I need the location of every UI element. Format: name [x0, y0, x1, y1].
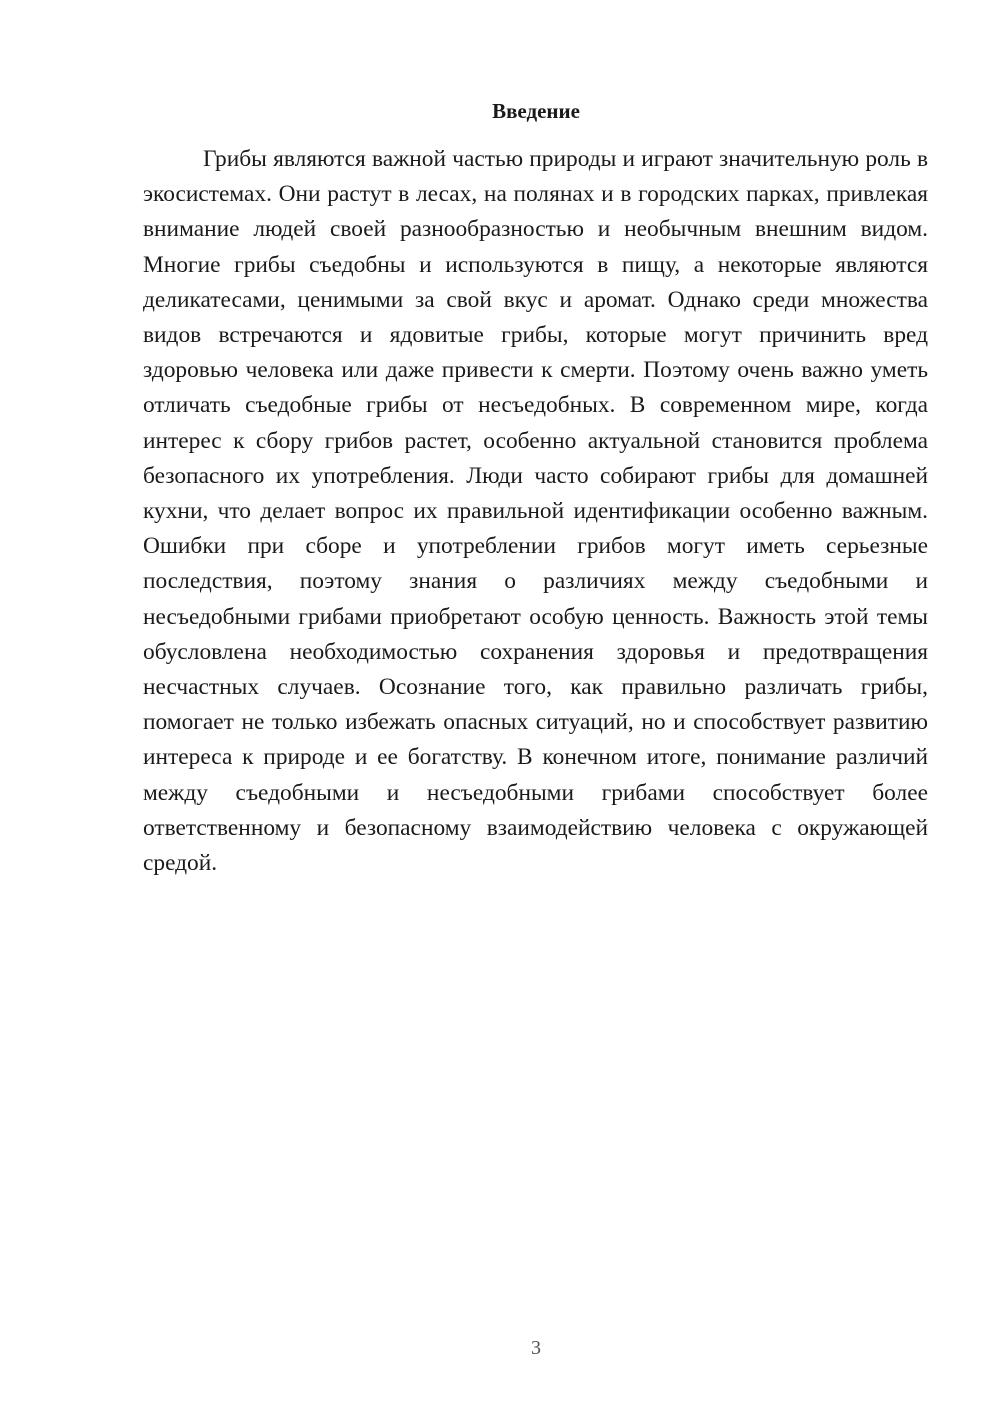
page-number: 3 [531, 1337, 541, 1359]
section-title: Введение [492, 99, 580, 123]
body-paragraph: Грибы являются важной частью природы и играют значительную роль в экосистемах. Они растут в лесах, на полянах и в городских парках, привлекая внимание людей своей разнообразностью и необычным внешним видом. Многие грибы съедобны и используются в пищу, а некоторые являются деликатесами, ценимыми за свой вкус и аромат. Однако среди множества видов встречаются и ядовитые грибы, которые могут причинить вред здоровью человека или даже привести к смерти. Поэтому очень важно уметь отличать съедобные грибы от несъедобных. В современном мире, когда интерес к сбору грибов растет, особенно актуальной становится проблема безопасного их употребления. Люди часто собирают грибы для домашней кухни, что делает вопрос их правильной идентификации особенно важным. Ошибки при сборе и употреблении грибов могут иметь серьезные последствия, поэтому знания о различиях между съедобными и несъедобными грибами приобретают особую ценность. Важность этой темы обусловлена необходимостью сохранения здоровья и предотвращения несчастных случаев. Осознание того, как правильно различать грибы, помогает не только избежать опасных ситуаций, но и способствует развитию интереса к природе и ее богатству. В конечном итоге, понимание различий между съедобными и несъедобными грибами способствует более ответственному и безопасному взаимодействию человека с окружающей средой. [143, 146, 928, 877]
